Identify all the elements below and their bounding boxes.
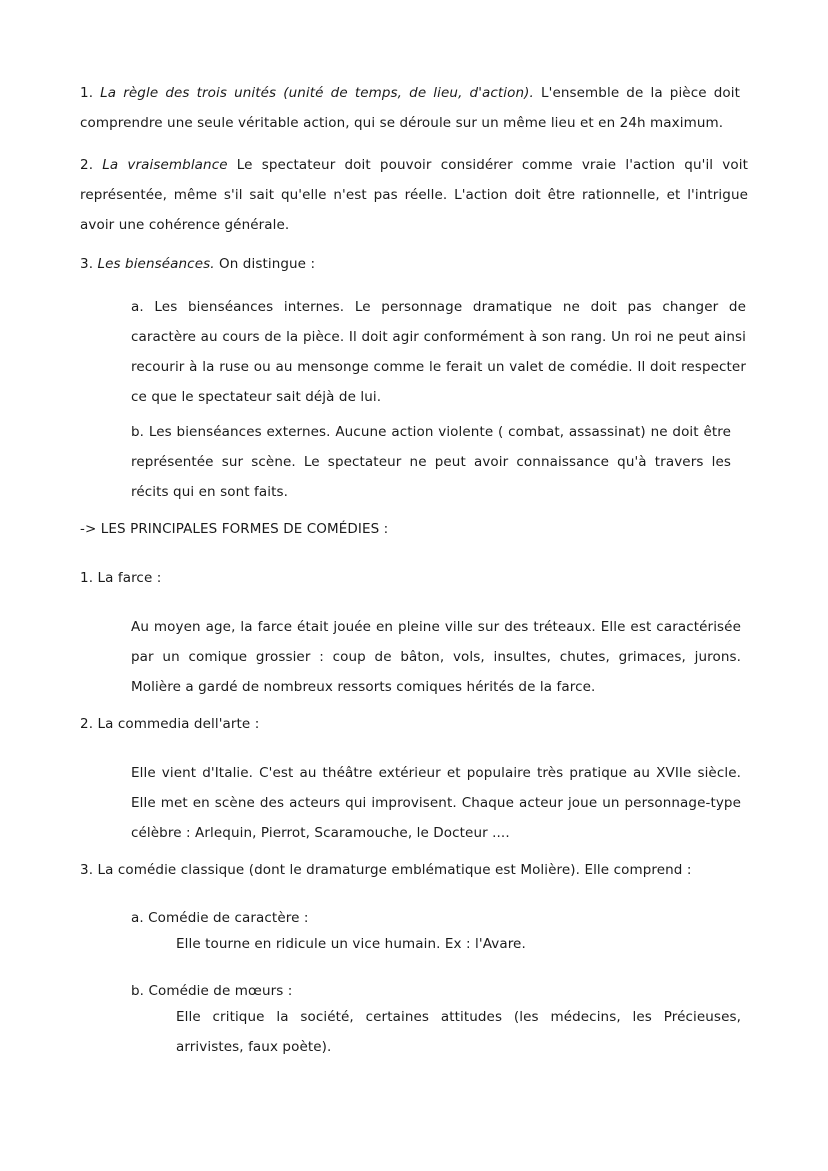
rule-unites-number: 1. [80,85,101,101]
bienseances-externes: b. Les bienséances externes. Aucune action violente ( combat, assassinat) ne doit être représentée sur scène. Le spectateur ne peut avoir connaissance qu'à travers les récits qui en sont faits. [131,424,731,500]
formes-heading: -> LES PRINCIPALES FORMES DE COMÉDIES : [80,521,389,537]
moeurs-heading: b. Comédie de mœurs : [131,983,293,999]
rule-bienseances [80,249,740,279]
rule-vraisemblance-text: Le spectateur doit pouvoir considérer comme vraie l'action qu'il voit représentée, même s'il sait qu'elle n'est pas réelle. L'action doit être rationnelle, et l'intrigue avoir une cohérence générale. [80,157,748,233]
bienseances-internes: a. Les bienséances internes. Le personnage dramatique ne doit pas changer de caractère au cours de la pièce. Il doit agir conformément à son rang. Un roi ne peut ainsi recourir à la ruse ou au mensonge comme le ferait un valet de comédie. Il doit respecter ce que le spectateur sait déjà de lui. [131,299,746,405]
commedia-heading: 2. La commedia dell'arte : [80,716,260,732]
farce-text: Au moyen age, la farce était jouée en pleine ville sur des tréteaux. Elle est caractérisée par un comique grossier : coup de bâton, vols, insultes, chutes, grimaces, jurons. Molière a gardé de nombreux ressorts comiques hérités de la farce. [131,619,741,695]
rule-unites-text: L'ensemble de la pièce doit comprendre une seule véritable action, qui se déroule sur un même lieu et en 24h maximum. [80,85,740,131]
commedia-text: Elle vient d'Italie. C'est au théâtre extérieur et populaire très pratique au XVIIe siècle. Elle met en scène des acteurs qui improvisent. Chaque acteur joue un personnage-type célèbre : Arlequin, Pierrot, Scaramouche, le Docteur .... [131,765,741,841]
moeurs-text: Elle critique la société, certaines attitudes (les médecins, les Précieuses, arrivistes, faux poète). [176,1009,741,1055]
rule-unites [80,78,740,138]
rule-bienseances-text: On distingue : [214,256,316,272]
farce-heading: 1. La farce : [80,570,162,586]
classique-heading: 3. La comédie classique (dont le dramaturge emblématique est Molière). Elle comprend : [80,862,692,878]
rule-vraisemblance-number: 2. [80,157,103,173]
caractere-text: Elle tourne en ridicule un vice humain. Ex : l'Avare. [176,936,526,952]
rule-bienseances-title: Les bienséances. [97,256,215,272]
rule-bienseances-number: 3. [80,256,98,272]
rule-unites-title: La règle des trois unités (unité de temps, de lieu, d'action). [100,85,534,101]
caractere-heading: a. Comédie de caractère : [131,910,309,926]
rule-vraisemblance [80,150,748,240]
rule-vraisemblance-title: La vraisemblance [102,157,228,173]
